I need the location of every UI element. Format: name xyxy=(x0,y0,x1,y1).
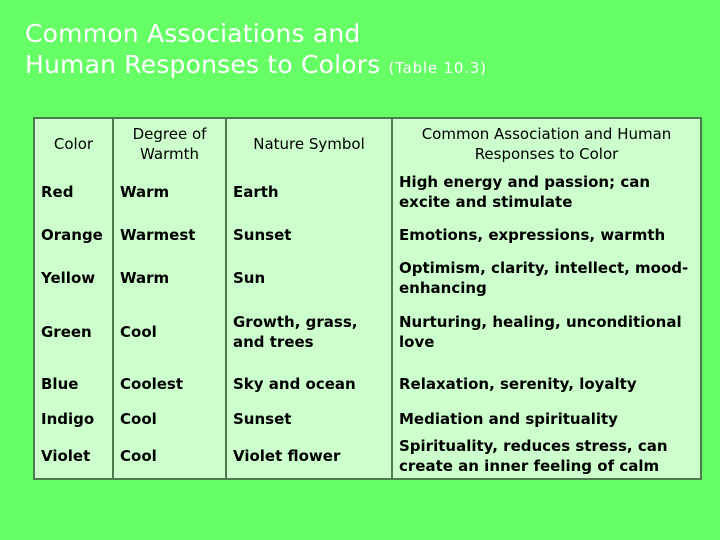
cell-response: Emotions, expressions, warmth xyxy=(392,214,701,256)
cell-symbol: Earth xyxy=(226,169,392,214)
cell-color: Orange xyxy=(34,214,113,256)
header-nature-symbol: Nature Symbol xyxy=(226,118,392,169)
table-row xyxy=(34,434,701,479)
header-degree-of-warmth: Degree of Warmth xyxy=(113,118,226,169)
cell-warmth: Cool xyxy=(113,404,226,434)
cell-response: Spirituality, reduces stress, can create an inner feeling of calm xyxy=(392,434,701,479)
cell-color: Violet xyxy=(34,434,113,479)
table-header-row xyxy=(34,118,701,169)
table-row xyxy=(34,364,701,404)
cell-response: Mediation and spirituality xyxy=(392,404,701,434)
cell-color: Blue xyxy=(34,364,113,404)
title-line-2 xyxy=(25,49,705,84)
title-line-1: Common Associations and xyxy=(25,19,361,48)
cell-warmth: Warm xyxy=(113,256,226,300)
cell-color: Indigo xyxy=(34,404,113,434)
table-reference: (Table 10.3) xyxy=(388,59,487,77)
cell-color: Green xyxy=(34,300,113,364)
cell-response: Nurturing, healing, unconditional love xyxy=(392,300,701,364)
cell-response: High energy and passion; can excite and stimulate xyxy=(392,169,701,214)
table-row xyxy=(34,300,701,364)
cell-color: Red xyxy=(34,169,113,214)
cell-symbol: Sunset xyxy=(226,404,392,434)
cell-symbol: Sun xyxy=(226,256,392,300)
cell-symbol: Sunset xyxy=(226,214,392,256)
title-line-2-text: Human Responses to Colors xyxy=(25,50,381,79)
cell-color: Yellow xyxy=(34,256,113,300)
table-row xyxy=(34,214,701,256)
color-associations-table xyxy=(33,117,702,480)
cell-symbol: Violet flower xyxy=(226,434,392,479)
cell-warmth: Cool xyxy=(113,434,226,479)
cell-warmth: Warm xyxy=(113,169,226,214)
header-association-response: Common Association and Human Responses to Color xyxy=(392,118,701,169)
table-row xyxy=(34,256,701,300)
table-row xyxy=(34,404,701,434)
table-row xyxy=(34,169,701,214)
cell-warmth: Warmest xyxy=(113,214,226,256)
cell-response: Optimism, clarity, intellect, mood-enhancing xyxy=(392,256,701,300)
header-color: Color xyxy=(34,118,113,169)
cell-symbol: Growth, grass, and trees xyxy=(226,300,392,364)
cell-symbol: Sky and ocean xyxy=(226,364,392,404)
cell-warmth: Coolest xyxy=(113,364,226,404)
cell-warmth: Cool xyxy=(113,300,226,364)
cell-response: Relaxation, serenity, loyalty xyxy=(392,364,701,404)
slide-title xyxy=(25,18,705,84)
